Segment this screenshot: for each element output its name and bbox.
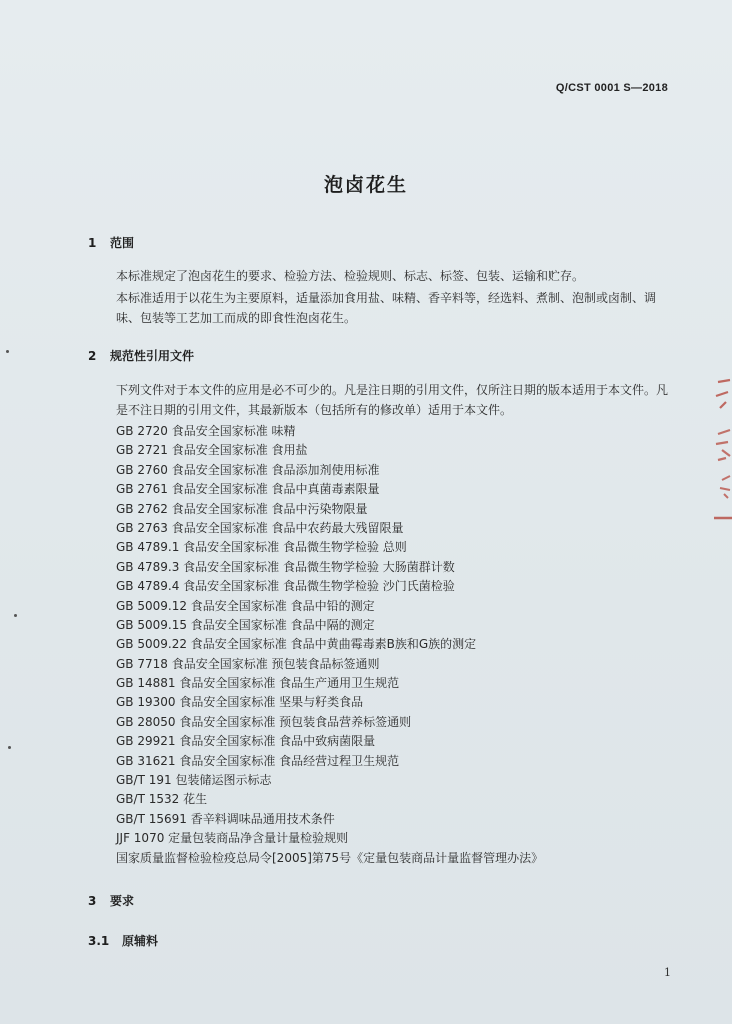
reference-item: GB 28050 食品安全国家标准 预包装食品营养标签通则	[116, 714, 412, 729]
section-3-heading	[88, 892, 134, 909]
section-number: 3	[88, 894, 97, 908]
reference-item: GB 19300 食品安全国家标准 坚果与籽类食品	[116, 695, 364, 710]
reference-item: GB 29921 食品安全国家标准 食品中致病菌限量	[116, 734, 376, 749]
standard-code: Q/CST 0001 S—2018	[555, 82, 668, 94]
reference-item: GB 5009.15 食品安全国家标准 食品中隔的测定	[116, 617, 375, 632]
reference-item: GB 2761 食品安全国家标准 食品中真菌毒素限量	[116, 482, 380, 497]
reference-item: GB 7718 食品安全国家标准 预包装食品标签通则	[116, 656, 380, 671]
section-title: 规范性引用文件	[110, 349, 195, 363]
scan-speck	[6, 350, 9, 353]
reference-item: GB 2721 食品安全国家标准 食用盐	[116, 443, 308, 458]
paragraph-text: 本标准规定了泡卤花生的要求、检验方法、检验规则、标志、标签、包装、运输和贮存。	[116, 269, 585, 283]
scan-speck	[14, 614, 17, 617]
reference-item: GB 2720 食品安全国家标准 味精	[116, 424, 296, 438]
section-number: 2	[88, 349, 97, 363]
reference-item: JJF 1070 定量包装商品净含量计量检验规则	[116, 831, 349, 846]
section-1-paragraph-2	[88, 288, 678, 328]
section-1-heading	[88, 234, 134, 251]
subsection-title: 原辅料	[122, 934, 159, 948]
section-number: 1	[88, 236, 97, 250]
reference-item: GB 14881 食品安全国家标准 食品生产通用卫生规范	[116, 676, 400, 691]
reference-item: GB 5009.12 食品安全国家标准 食品中铅的测定	[116, 598, 375, 613]
subsection-3-1-heading	[88, 932, 158, 949]
document-title: 泡卤花生	[323, 174, 408, 196]
reference-item: GB/T 1532 花生	[116, 792, 208, 807]
page-number: 1	[664, 966, 671, 979]
section-title: 要求	[110, 894, 135, 908]
reference-item: GB 2760 食品安全国家标准 食品添加剂使用标准	[116, 462, 380, 477]
scan-speck	[8, 746, 11, 749]
reference-item: GB/T 191 包装储运图示标志	[116, 773, 272, 788]
reference-item: GB 4789.4 食品安全国家标准 食品微生物学检验 沙门氏菌检验	[116, 579, 455, 594]
reference-item: GB 5009.22 食品安全国家标准 食品中黄曲霉毒素B族和G族的测定	[116, 637, 477, 652]
section-2-heading	[88, 347, 194, 364]
section-2-paragraph-1	[88, 380, 678, 420]
reference-item: GB 31621 食品安全国家标准 食品经营过程卫生规范	[116, 753, 400, 768]
reference-item: 国家质量监督检验检疫总局令[2005]第75号《定量包装商品计量监督管理办法》	[116, 850, 544, 865]
reference-item: GB 2763 食品安全国家标准 食品中农药最大残留限量	[116, 520, 404, 535]
reference-item: GB/T 15691 香辛料调味品通用技术条件	[116, 811, 335, 826]
reference-item: GB 2762 食品安全国家标准 食品中污染物限量	[116, 501, 368, 516]
section-title: 范围	[110, 236, 135, 250]
subsection-number: 3.1	[88, 934, 110, 948]
section-1-paragraph-1	[88, 266, 678, 286]
paragraph-text: 本标准适用于以花生为主要原料，适量添加食用盐、味精、香辛料等，经选料、煮制、泡制或卤制、调味、包装等工艺加工而成的即食性泡卤花生。	[116, 291, 657, 325]
reference-item: GB 4789.3 食品安全国家标准 食品微生物学检验 大肠菌群计数	[116, 559, 455, 574]
normative-references-list	[116, 422, 676, 868]
seal-stamp-fragment	[708, 372, 732, 522]
paragraph-text: 下列文件对于本文件的应用是必不可少的。凡是注日期的引用文件，仅所注日期的版本适用于本文件。凡是不注日期的引用文件，其最新版本（包括所有的修改单）适用于本文件。	[116, 383, 669, 417]
reference-item: GB 4789.1 食品安全国家标准 食品微生物学检验 总则	[116, 540, 407, 555]
